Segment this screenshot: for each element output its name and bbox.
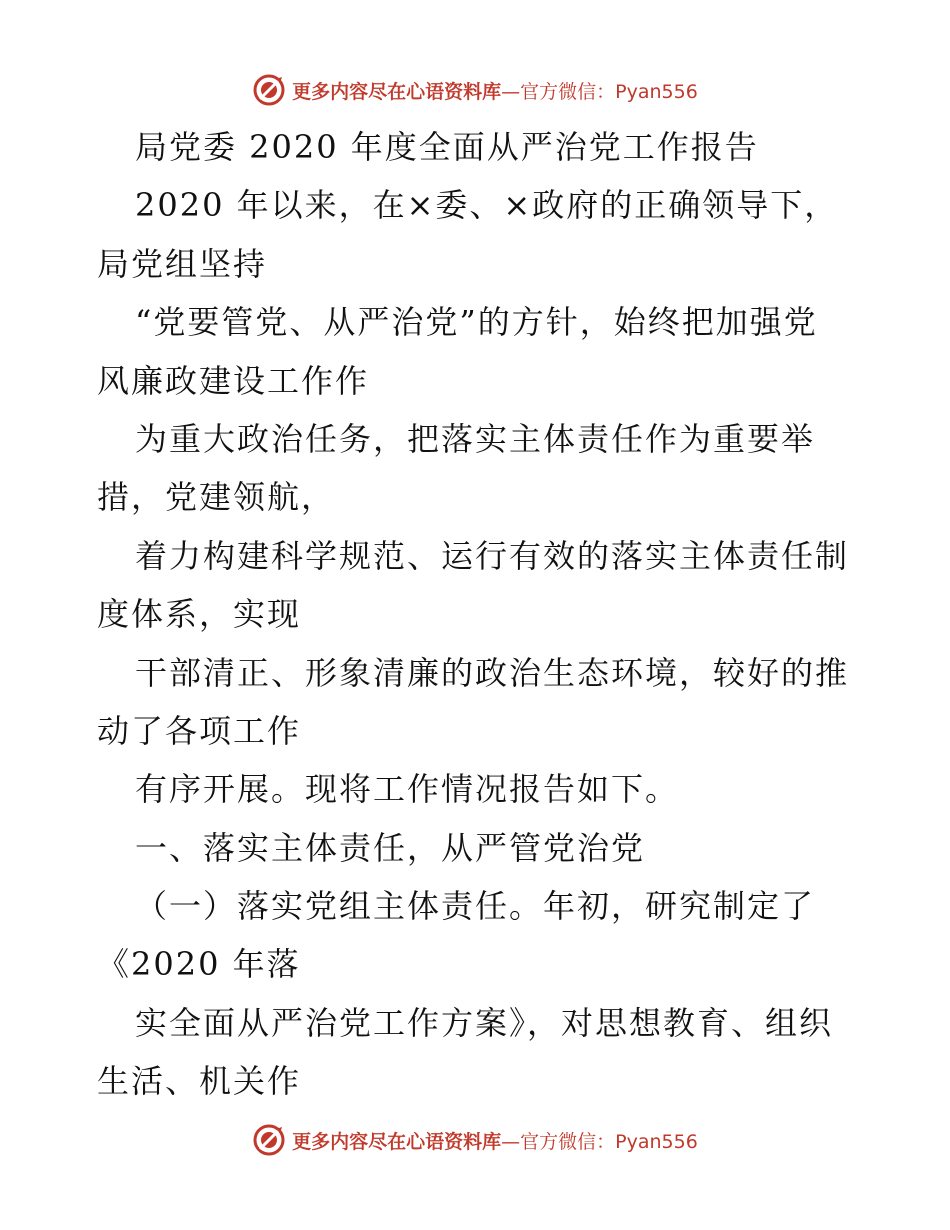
document-title: 局党委 2020 年度全面从严治党工作报告 xyxy=(135,128,759,166)
header-banner-suffix: —官方微信：Pyan556 xyxy=(501,80,698,103)
header-banner-prefix: 更多内容尽在心语资料库 xyxy=(292,80,502,103)
document-body xyxy=(97,118,857,1111)
paragraph-line: 度体系，实现 xyxy=(97,595,302,634)
paragraph-line: 为重大政治任务，把落实主体责任作为重要举 xyxy=(135,419,816,458)
pen-logo-icon xyxy=(252,73,286,107)
paragraph-line: 干部清正、形象清廉的政治生态环境，较好的推 xyxy=(135,653,850,692)
paragraph-line: 生活、机关作 xyxy=(97,1062,302,1101)
paragraph-line: 有序开展。现将工作情况报告如下。 xyxy=(135,770,680,809)
paragraph-line: （一）落实党组主体责任。年初，研究制定了 xyxy=(135,887,816,926)
header-watermark-banner xyxy=(0,70,950,110)
paragraph-line: 措，党建领航， xyxy=(97,478,336,517)
paragraph-line: 风廉政建设工作作 xyxy=(97,361,370,400)
paragraph-line: 动了各项工作 xyxy=(97,711,302,750)
paragraph-line: 实全面从严治党工作方案》，对思想教育、组织 xyxy=(135,1003,834,1042)
paragraph-line: 着力构建科学规范、运行有效的落实主体责任制 xyxy=(135,536,850,575)
section-heading: 一、落实主体责任，从严管党治党 xyxy=(135,828,646,867)
footer-banner-suffix: —官方微信：Pyan556 xyxy=(501,1130,698,1153)
paragraph-line: 局党组坚持 xyxy=(97,244,268,283)
footer-banner-prefix: 更多内容尽在心语资料库 xyxy=(292,1130,502,1153)
footer-watermark-banner xyxy=(0,1120,950,1160)
paragraph-line: 2020 年以来，在×委、×政府的正确领导下， xyxy=(135,186,839,225)
pen-logo-icon xyxy=(252,1123,286,1157)
paragraph-line: “党要管党、从严治党”的方针，始终把加强党 xyxy=(135,303,818,342)
paragraph-line: 《2020 年落 xyxy=(97,945,301,984)
